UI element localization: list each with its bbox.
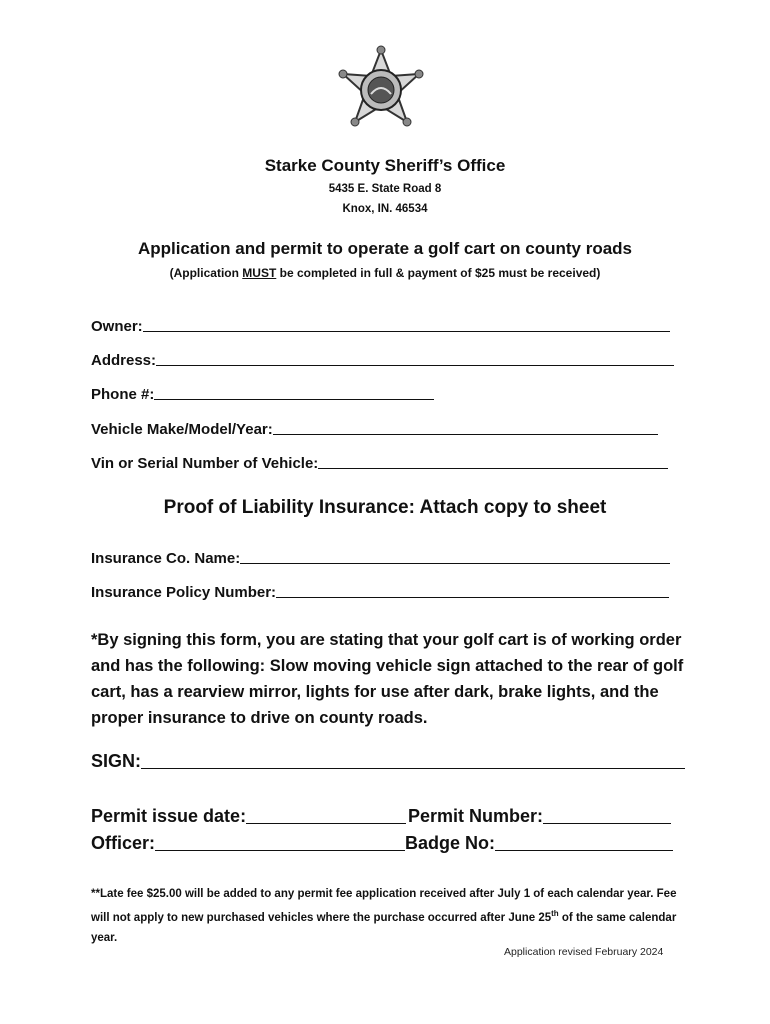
permit-number-field[interactable] xyxy=(408,806,671,827)
vin-field[interactable] xyxy=(91,453,668,472)
phone-field[interactable] xyxy=(91,384,434,403)
sheriff-badge-logo xyxy=(335,44,427,139)
owner-line[interactable] xyxy=(143,316,670,332)
sign-label: SIGN: xyxy=(91,751,142,771)
insurance-policy-label: Insurance Policy Number: xyxy=(91,584,277,601)
address-label: Address: xyxy=(91,352,157,369)
application-title: Application and permit to operate a golf cart on county roads xyxy=(138,239,632,258)
owner-field[interactable] xyxy=(91,316,670,335)
vin-label: Vin or Serial Number of Vehicle: xyxy=(91,455,319,472)
office-address-line2: Knox, IN. 46534 xyxy=(342,203,428,215)
badge-no-line[interactable] xyxy=(495,833,673,851)
phone-label: Phone #: xyxy=(91,386,155,403)
sign-field[interactable] xyxy=(91,751,685,772)
permit-number-line[interactable] xyxy=(543,806,671,824)
permit-issue-date-line[interactable] xyxy=(246,806,406,824)
note-emphasis: MUST xyxy=(242,266,277,280)
late-fee-note: **Late fee $25.00 will be added to any permit fee application received after July 1 of each calendar year. Fee will not apply to new purchased vehicles where the purchase occurred after June 25th of the same calendar year. xyxy=(91,888,677,944)
officer-field[interactable] xyxy=(91,833,405,854)
address-field[interactable] xyxy=(91,350,674,369)
officer-label: Officer: xyxy=(91,833,156,853)
phone-line[interactable] xyxy=(154,384,434,400)
vehicle-field[interactable] xyxy=(91,419,658,438)
sign-line[interactable] xyxy=(141,751,685,769)
insurance-policy-field[interactable] xyxy=(91,582,669,601)
vehicle-line[interactable] xyxy=(273,419,658,435)
insurance-policy-line[interactable] xyxy=(276,582,669,598)
owner-label: Owner: xyxy=(91,318,143,335)
office-address-line1: 5435 E. State Road 8 xyxy=(328,183,442,195)
vin-line[interactable] xyxy=(318,453,668,469)
revision-note: Application revised February 2024 xyxy=(504,946,664,958)
insurance-company-line[interactable] xyxy=(240,548,670,564)
insurance-title: Proof of Liability Insurance: Attach copy to sheet xyxy=(163,497,607,518)
permit-number-label: Permit Number: xyxy=(408,806,544,826)
officer-line[interactable] xyxy=(155,833,405,851)
signing-statement: *By signing this form, you are stating that your golf cart is of working order and has the following: Slow moving vehicle sign attached to the rear of golf cart, has a rearview mirror, lights for use after dark, brake lights, and the proper insurance to drive on county roads. xyxy=(91,631,684,727)
application-note: (Application MUST be completed in full & payment of $25 must be received) xyxy=(169,266,601,280)
insurance-company-label: Insurance Co. Name: xyxy=(91,550,241,567)
address-line[interactable] xyxy=(156,350,674,366)
insurance-company-field[interactable] xyxy=(91,548,670,567)
vehicle-label: Vehicle Make/Model/Year: xyxy=(91,421,273,438)
office-name: Starke County Sheriff’s Office xyxy=(264,156,506,175)
badge-no-label: Badge No: xyxy=(405,833,495,853)
badge-no-field[interactable] xyxy=(405,833,673,854)
permit-issue-date-field[interactable] xyxy=(91,806,406,827)
permit-issue-date-label: Permit issue date: xyxy=(91,806,247,826)
